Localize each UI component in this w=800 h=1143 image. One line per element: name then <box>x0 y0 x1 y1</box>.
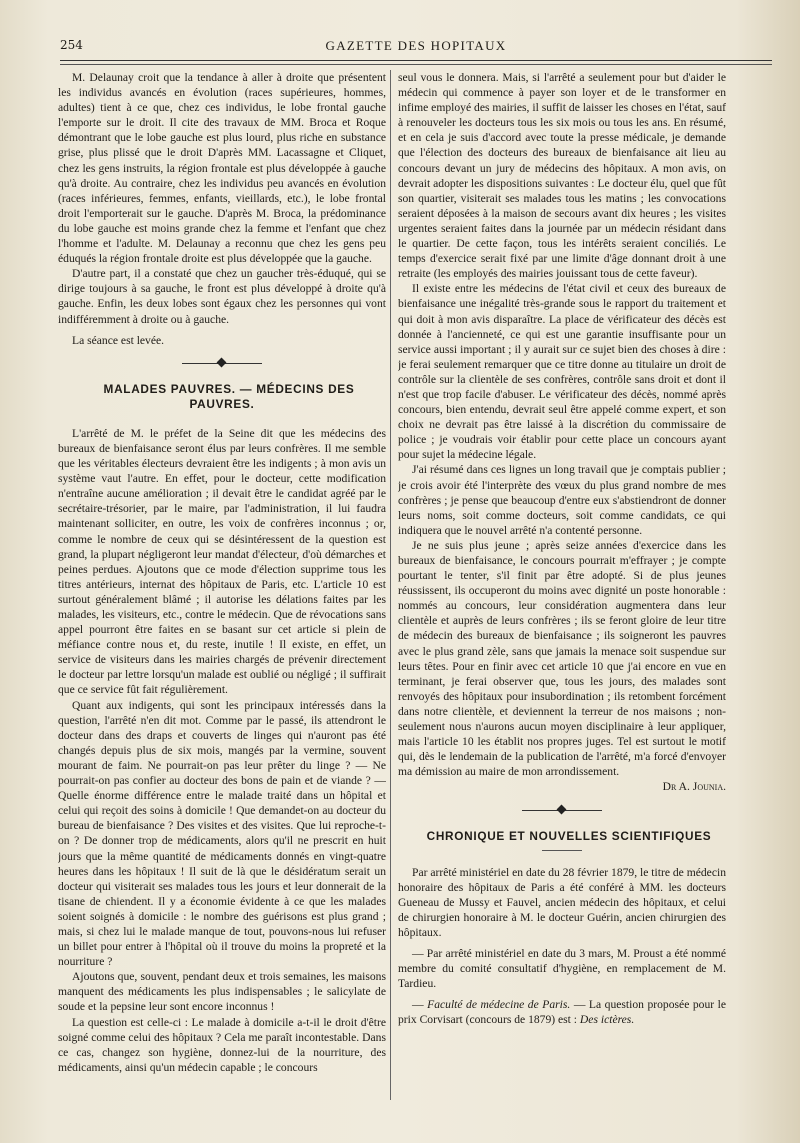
journal-title: GAZETTE DES HOPITAUX <box>325 38 507 53</box>
header-rule-thin <box>60 64 772 65</box>
column-divider <box>390 70 391 1100</box>
paragraph: Ajoutons que, souvent, pendant deux et trois semaines, les maisons manquent des médicaments les plus indispensables ; le salicylate de soude et la pepsine leur sont encore inconnus ! <box>58 970 386 1014</box>
page-number: 254 <box>60 38 83 52</box>
paragraph: seul vous le donnera. Mais, si l'arrêté a seulement pour but d'aider le médecin qui commence à payer son loyer et de le transformer en infime employé des mairies, il suffit de laisser les choses en l'état, sauf à renouveler les docteurs tous les six mois ou tous les ans. En résumé, et en cela je suis d'accord avec toute la presse médicale, je demande que l'élection des docteurs des bureaux de bienfaisance ait lieu au concours devant un jury de médecins des hôpitaux. A mon avis, on devrait adopter les dispositions suivantes : Le docteur élu, quel que fût son quartier, visiterait ses malades tous les matins ; les convocations seraient déposées à la maison de secours avant dix heures ; les visites urgentes seraient faites dans la journée par un médecin résidant dans le quartier. De cette façon, tous les intérêts seraient conciliés. Le temps d'exercice serait fixé par une limite d'âge donnant droit à une retraite (les employés des mairies jouissant tous de cette faveur). <box>398 71 726 281</box>
italic-text: Faculté de médecine de Paris. <box>427 998 571 1012</box>
paragraph: — Par arrêté ministériel en date du 3 mars, M. Proust a été nommé membre du comité consultatif d'hygiène, en remplacement de M. Tardieu. <box>398 947 726 991</box>
left-column <box>58 70 386 1105</box>
text: — La question proposée pour le prix Corvisart (concours de 1879) est : <box>398 998 726 1027</box>
ornament-divider <box>182 358 262 368</box>
paragraph <box>398 997 726 1027</box>
right-column <box>398 70 726 1105</box>
paragraph: L'arrêté de M. le préfet de la Seine dit que les médecins des bureaux de bienfaisance seront élus par leurs confrères. Il me semble que les véritables électeurs devraient être les indigents ; à mon avis un système vaut l'autre. En effet, pour le docteur, cette modification n'entraîne aucune amélioration ; il devait être le candidat agréé par le secrétaire-trésorier, par le maire, par l'administration, il lui faudra maintenant solliciter, en outre, les voix de confrères inconnus ; or, comme le nombre de ceux qui se désintéressent de la question est grand, la plupart négligeront leur mandat d'électeur, d'où démarches et peines perdues. Ajoutons que ce mode d'élection supprime tous les titres antérieurs, internat des hôpitaux de Paris, etc. L'article 10 est surtout généralement blâmé ; il autorise les délations faites par les malades, les visiteurs, etc., contre le médecin. Que de révocations sans appel pourront être faites en se basant sur cet article si plein de méfiance contre nous et, du reste, inutile ! Il existe, en effet, un service de visiteurs dans les mairies chargés de prévenir directement le docteur par lettre lorsqu'un malade est oublié ou négligé ; il suffirait que ce service fût fait régulièrement. <box>58 426 386 697</box>
paragraph: Il existe entre les médecins de l'état civil et ceux des bureaux de bienfaisance une inégalité très-grande sous le rapport du traitement et qui doit à mon avis disparaître. La place de vérificateur des décès est donnée à l'ancienneté, ce qui est une garantie insuffisante pour un service aussi important ; il y aurait sur ce sujet bien des choses à dire : je ferai seulement remarquer que ce titre donne au titulaire un droit de contrôle sur la clientèle de ses confrères, contrôle sans droit et dont il n'est que trop facile d'abuser. Le vérificateur des décès, nommé après concours, bien entendu, devrait seul être appelé comme expert, et son choix ne devrait pas être laissé à la discrétion du commissaire de police ; je voudrais voir établir pour cette place un concours ayant pour sujet la médecine légale. <box>398 282 726 462</box>
ornament-divider <box>522 805 602 815</box>
paragraph: D'autre part, il a constaté que chez un gaucher très-éduqué, qui se dirige toujours à sa gauche, le front est plus développé à droite qu'à gauche. Enfin, les deux lobes sont égaux chez les personnes qui vont indifféremment à droite ou à gauche. <box>58 267 386 326</box>
paragraph: Je ne suis plus jeune ; après seize années d'exercice dans les bureaux de bienfaisance, le concours pourrait m'effrayer ; je compte pourtant le tenter, s'il finit par être adopté. Si de plus jeunes réussissent, ils occuperont du moins avec dignité un poste honorable : nommés au concours, leur considération augmentera dans leur clientèle et auprès de leurs confrères ; ils se feront gloire de leur titre de médecin des bureaux de bienfaisance ; ils soigneront les pauvres avec le plus grand zèle, sans que jamais la menace soit suspendue sur leurs têtes. Pour en finir avec cet article 10 que j'ai encore en vue en terminant, je ferai observer que, tous les jours, des malades sont renvoyés des hôpitaux pour insubordination ; ils retombent forcément dans notre clientèle, et deviennent la terreur de nos maisons ; non-seulement nous n'aurons aucun moyen disciplinaire à leur appliquer, mais l'article 10 les établit nos propres juges. Tel est surtout le motif qui, dès le lendemain de la publication de l'arrêté, m'a forcé d'envoyer ma démission au maire de mon arrondissement. <box>398 538 726 779</box>
paragraph: M. Delaunay croit que la tendance à aller à droite que présentent les individus avancés en évolution (races supérieures, hommes, adultes) tient à ce que, chez ces individus, le lobe frontal gauche l'emporte sur le droit. Il cite des travaux de MM. Broca et Roque démontrant que le lobe gauche est plus lourd, plus riche en substance grise, plus plissé que le droit D'après MM. Lacassagne et Cliquet, chez les gens instruits, la région frontale est plus développée à gauche qu'à droite. Au contraire, chez les individus peu avancés en évolution (races inférieures, femmes, enfants, vieillards, etc.), le lobe frontal droit l'emporterait sur le gauche. D'après M. Broca, la prédominance du lobe gauche est moins grande chez la femme et l'enfant que chez l'homme et l'adulte. M. Delaunay a reconnu que chez les gens peu éduqués la région frontale droite est plus développée que la gauche. <box>58 71 386 266</box>
signature: Dr A. Jounia. <box>662 780 726 794</box>
dash: — <box>412 998 428 1012</box>
paragraph: J'ai résumé dans ces lignes un long travail que je comptais publier ; je crois avoir été l'interprète des vœux du plus grand nombre de mes confrères ; je pense que beaucoup d'entre eux s'abstiendront de donner leurs noms, soit comme docteurs, soit comme candidats, ce qui indiquera que le nouvel arrêté n'a contenté personne. <box>398 463 726 537</box>
paragraph: Par arrêté ministériel en date du 28 février 1879, le titre de médecin honoraire des hôpitaux de Paris a été conféré à MM. les docteurs Gueneau de Mussy et Fauvel, ancien médecin des hôpitaux, et celui de chirurgien honoraire à M. le docteur Guérin, ancien chirurgien des hôpitaux. <box>398 865 726 939</box>
section-title: MALADES PAUVRES. — MÉDECINS DES PAUVRES. <box>103 381 355 411</box>
section-title: CHRONIQUE ET NOUVELLES SCIENTIFIQUES <box>426 828 712 843</box>
paragraph: Quant aux indigents, qui sont les principaux intéressés dans la question, l'arrêté n'en dit mot. Comme par le passé, ils attendront le docteur dans des draps et couverts de linges qui n'auront pas été changés depuis plus de six mois, mangés par la vermine, souvent mourant de faim. Ne pourrait-on pas leur prêter du linge ? — Ne pourrait-on pas confier au docteur des bons de pain et de viande ? — Quelle énorme différence entre le malade traité dans un hôpital et celui qui reçoit des soins à domicile ! Que demandet-on au docteur du bureau de bienfaisance ? Des visites et des visites. Que lui reproche-t-on ? De donner trop de médicaments, alors qu'il ne prescrit en huit jours que la même quantité de médicaments donnés en vingt-quatre heures dans les hôpitaux ! Il suit de là que le désidératum serait un docteur qui visiterait ses malades tous les jours et leur donnerait de la tisane de chiendent. Il y a économie évidente à ce que les malades soient soignés à domicile : le nombre des guérisons est plus grand ; mais, si chez lui le malade manque de tout, pouvons-nous lui refuser un billet pour entrer à l'hôpital où il trouve du moins la propreté et la nourriture ? <box>58 698 386 969</box>
italic-text: Des ictères. <box>579 1013 635 1027</box>
paragraph: La question est celle-ci : Le malade à domicile a-t-il le droit d'être soigné comme celui des hôpitaux ? Cela me paraît incontestable. Dans ce cas, changez son hygiène, donnez-lui de la nourriture, des médicaments, ainsi qu'un médecin capable ; le concours <box>58 1015 386 1074</box>
paragraph: La séance est levée. <box>72 333 165 347</box>
page-header <box>60 38 772 58</box>
header-rule <box>60 60 772 61</box>
